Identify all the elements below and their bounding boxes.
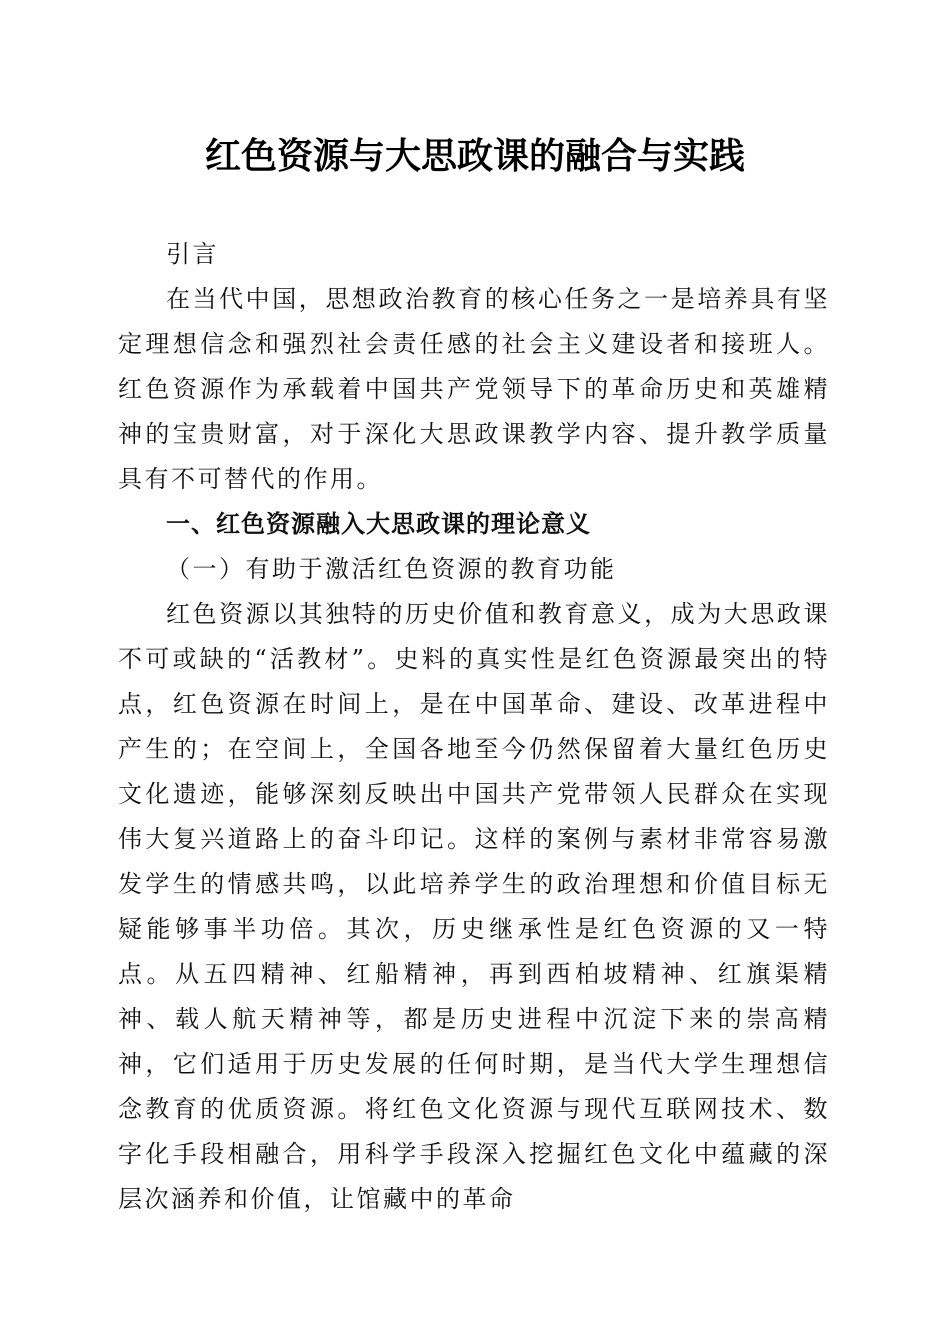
- document-title: 红色资源与大思政课的融合与实践: [204, 135, 745, 177]
- subsection-heading: （一）有助于激活红色资源的教育功能: [166, 555, 617, 583]
- intro-paragraph: 在当代中国，思想政治教育的核心任务之一是培养具有坚定理想信念和强烈社会责任感的社会主义建设者和接班人。红色资源作为承载着中国共产党领导下的革命历史和英雄精神的宝贵财富，对于深化大思政课教学内容、提升教学质量具有不可替代的作用。: [118, 285, 830, 493]
- section-heading: 一、红色资源融入大思政课的理论意义: [166, 510, 591, 538]
- intro-label: 引言: [166, 240, 219, 268]
- subsection-paragraph: 红色资源以其独特的历史价值和教育意义，成为大思政课不可或缺的“活教材”。史料的真实性是红色资源最突出的特点，红色资源在时间上，是在中国革命、建设、改革进程中产生的；在空间上，全国各地至今仍然保留着大量红色历史文化遗迹，能够深刻反映出中国共产党带领人民群众在实现伟大复兴道路上的奋斗印记。这样的案例与素材非常容易激发学生的情感共鸣，以此培养学生的政治理想和价值目标无疑能够事半功倍。其次，历史继承性是红色资源的又一特点。从五四精神、红船精神，再到西柏坡精神、红旗渠精神、载人航天精神等，都是历史进程中沉淀下来的崇高精神，它们适用于历史发展的任何时期，是当代大学生理想信念教育的优质资源。将红色文化资源与现代互联网技术、数字化手段相融合，用科学手段深入挖掘红色文化中蕴藏的深层次涵养和价值，让馆藏中的革命: [118, 600, 830, 1213]
- document-body: [118, 232, 830, 1213]
